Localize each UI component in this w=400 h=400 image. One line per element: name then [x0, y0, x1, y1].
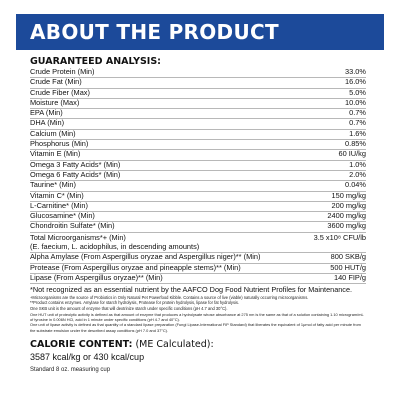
row-value: 3.5 x10⁸ CFU/lb — [313, 232, 366, 242]
analysis-row — [30, 222, 366, 232]
row-label: Lipase (From Aspergillus oryzae)** (Min) — [30, 272, 163, 282]
row-value: 200 mg/kg — [331, 200, 366, 210]
row-label: Omega 6 Fatty Acids* (Min) — [30, 169, 121, 179]
row-value: 2.0% — [349, 169, 366, 179]
row-value: 500 HUT/g — [330, 262, 366, 272]
row-label: Crude Protein (Min) — [30, 67, 95, 76]
calorie-value: 3587 kcal/kg or 430 kcal/cup — [30, 351, 145, 362]
footnote-enzymes: **Product contains enzymes. Amylase for starch hydrolysis, Protease for protein hydrolysis, lipase for fat hydrolysis. — [30, 300, 240, 306]
measuring-cup-note: Standard 8 oz. measuring cup — [30, 366, 111, 373]
calorie-heading-sub: (ME Calculated): — [132, 338, 214, 350]
guaranteed-analysis-heading: GUARANTEED ANALYSIS: — [30, 56, 161, 67]
row-value: 0.7% — [349, 118, 366, 128]
footnotes — [30, 285, 366, 333]
calorie-heading — [30, 339, 366, 351]
row-value: 1.6% — [349, 128, 366, 138]
footnote-aafco: *Not recognized as an essential nutrient by the AAFCO Dog Food Nutrient Profiles for Maintenance. — [30, 285, 353, 295]
row-label: Alpha Amylase (From Aspergillus oryzae and Aspergillus niger)** (Min) — [30, 252, 261, 262]
row-value: 0.04% — [345, 180, 366, 190]
row-label: (E. faecium, L. acidophilus, in descending amounts) — [30, 242, 200, 252]
footnote-hut: One HUT unit of proteolytic activity is defined as that amount of enzyme that produces a hydrolysate whose absorbance at 275 nm is the same as that of a solution containing 1.10 microgram/mL of tyrosine in 0.006N HCl, acid in 1 minute under specific conditions (pH 4.7 and 40°C). — [30, 312, 364, 323]
row-value: 5.0% — [349, 87, 366, 97]
calorie-heading-main: CALORIE CONTENT: — [30, 338, 133, 350]
row-label: Taurine* (Min) — [30, 180, 76, 190]
row-label: Crude Fat (Min) — [30, 77, 82, 87]
row-value: 150 mg/kg — [331, 190, 366, 200]
banner-title: ABOUT THE PRODUCT — [30, 20, 279, 44]
row-label: EPA (Min) — [30, 108, 63, 118]
row-label: Glucosamine* (Min) — [30, 211, 95, 221]
row-label: Chondroitin Sulfate* (Min) — [30, 221, 115, 231]
row-label: Total Microorganisms*+ (Min) — [30, 232, 126, 242]
about-banner — [16, 14, 384, 50]
row-value: 140 FIP/g — [333, 272, 366, 282]
row-label: Vitamin E (Min) — [30, 149, 81, 159]
row-value: 800 SKB/g — [330, 252, 366, 262]
row-label: DHA (Min) — [30, 118, 65, 128]
row-label: Crude Fiber (Max) — [30, 87, 90, 97]
footnote-lipase: One unit of lipase activity is defined as that quantity of a standard lipase preparation (Fungi Lipase-International FIP Standard) that liberates the equivalent of 1μmol of fatty acid per minute from the substrate emulsion under the described assay conditions (pH 7.0 and 37°C). — [30, 322, 361, 333]
row-label: Phosphorus (Min) — [30, 139, 89, 149]
row-label: Moisture (Max) — [30, 97, 80, 107]
row-value: 3600 mg/kg — [327, 221, 366, 231]
row-value: 1.0% — [349, 159, 366, 169]
row-value: 10.0% — [345, 97, 366, 107]
row-label: L-Carnitine* (Min) — [30, 200, 88, 210]
row-label: Omega 3 Fatty Acids* (Min) — [30, 159, 121, 169]
row-label: Protease (From Aspergillus oryzae and pineapple stems)** (Min) — [30, 262, 241, 272]
analysis-table — [30, 68, 366, 284]
footnote-microorganisms: +Microorganisms are the source of Probiotics in Only Natural Pet Powerfood Kibble. Contains a source of live (viable) naturally occurring microorganisms. — [30, 294, 309, 300]
row-value: 33.0% — [345, 67, 366, 76]
row-label: Vitamin C* (Min) — [30, 190, 84, 200]
row-value: 16.0% — [345, 77, 366, 87]
analysis-row — [30, 274, 366, 284]
row-value: 60 IU/kg — [338, 149, 366, 159]
row-label: Calcium (Min) — [30, 128, 76, 138]
row-value: 2400 mg/kg — [327, 211, 366, 221]
footnote-skb: One SKB unit is the amount of enzyme that will dextrinize starch under specific conditions (pH 4.7 and 30°C). — [30, 306, 228, 312]
product-info — [30, 56, 366, 374]
row-value: 0.85% — [345, 139, 366, 149]
row-value: 0.7% — [349, 108, 366, 118]
